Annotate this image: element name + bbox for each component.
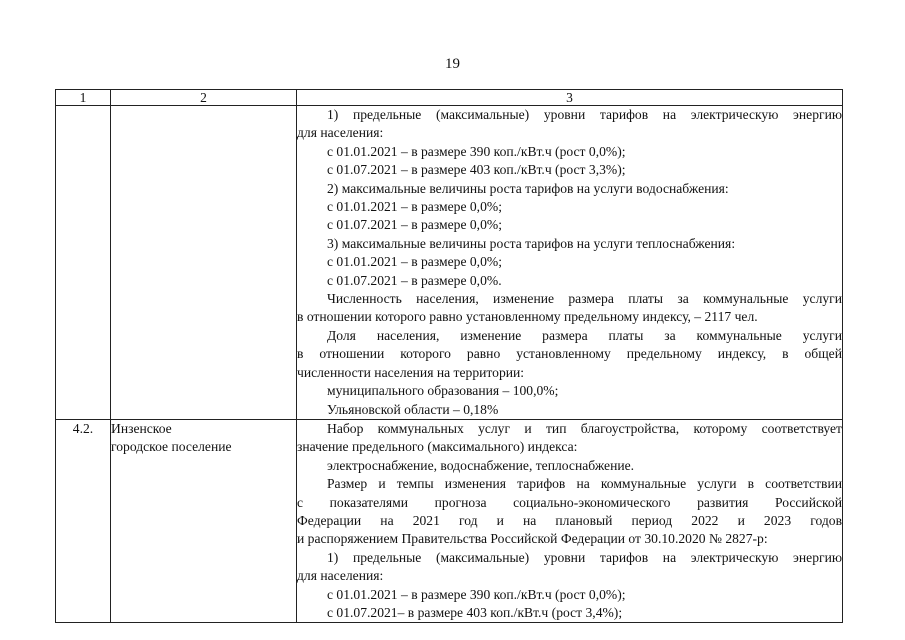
table-header-row [56,90,843,106]
description-line: с показателями прогноза социально-экономического развития Российской [297,494,842,510]
description-line: с 01.07.2021 – в размере 403 коп./кВт.ч (рост 3,3%); [327,162,626,178]
description-line: численности населения на территории: [297,364,525,380]
description-line: с 01.07.2021 – в размере 0,0%; [327,217,502,233]
description-line: для населения: [297,568,384,584]
page-number: 19 [445,56,460,72]
column-header-3: 3 [297,90,843,106]
description-line: с 01.01.2021 – в размере 390 коп./кВт.ч (рост 0,0%); [327,586,626,602]
description-line: 1) предельные (максимальные) уровни тарифов на электрическую энергию [327,549,842,565]
description-line: с 01.01.2021 – в размере 390 коп./кВт.ч (рост 0,0%); [327,143,626,159]
description-line: Федерации на 2021 год и на плановый период 2022 и 2023 годов [297,512,842,528]
description-line: с 01.01.2021 – в размере 0,0%; [327,199,502,215]
column-header-1: 1 [56,90,111,106]
description-line: для населения: [297,125,384,141]
description-line: Размер и темпы изменения тарифов на коммунальные услуги в соответствии [327,476,842,492]
description-cell [297,106,843,420]
description-line: с 01.01.2021 – в размере 0,0%; [327,254,502,270]
municipality-name-line [111,106,296,124]
description-cell [297,419,843,622]
description-line: электроснабжение, водоснабжение, теплоснабжение. [327,457,635,473]
description-line: 2) максимальные величины роста тарифов на услуги водоснабжения: [327,180,729,196]
municipality-name-cell [111,419,297,622]
description-line: и распоряжением Правительства Российской Федерации от 30.10.2020 № 2827-р: [297,531,768,547]
municipality-name-line [111,124,296,142]
description-line: с 01.07.2021– в размере 403 коп./кВт.ч (рост 3,4%); [327,604,623,620]
table-row [56,106,843,420]
description-line: муниципального образования – 100,0%; [327,383,559,399]
row-number-cell [56,106,111,420]
description-line: в отношении которого равно установленному предельному индексу, – 2117 чел. [297,309,758,325]
document-table [55,89,843,623]
description-line: Набор коммунальных услуг и тип благоустройства, которому соответствует [327,420,842,436]
table-row [56,419,843,622]
description-line: 1) предельные (максимальные) уровни тарифов на электрическую энергию [327,107,842,122]
description-line: 3) максимальные величины роста тарифов на услуги теплоснабжения: [327,235,736,251]
description-line: Доля населения, изменение размера платы за коммунальные услуги [327,327,842,343]
description-line: Ульяновской области – 0,18% [327,401,499,417]
description-line: с 01.07.2021 – в размере 0,0%. [327,272,502,288]
description-line: значение предельного (максимального) индекса: [297,439,578,455]
municipality-name-cell [111,106,297,420]
description-line: в отношении которого равно установленному предельному индексу, в общей [297,346,842,362]
municipality-name-line: Инзенское [111,420,172,436]
municipality-name-line: городское поселение [111,439,232,455]
row-number-cell: 4.2. [56,419,111,622]
column-header-2: 2 [111,90,297,106]
description-line: Численность населения, изменение размера платы за коммунальные услуги [327,291,842,307]
